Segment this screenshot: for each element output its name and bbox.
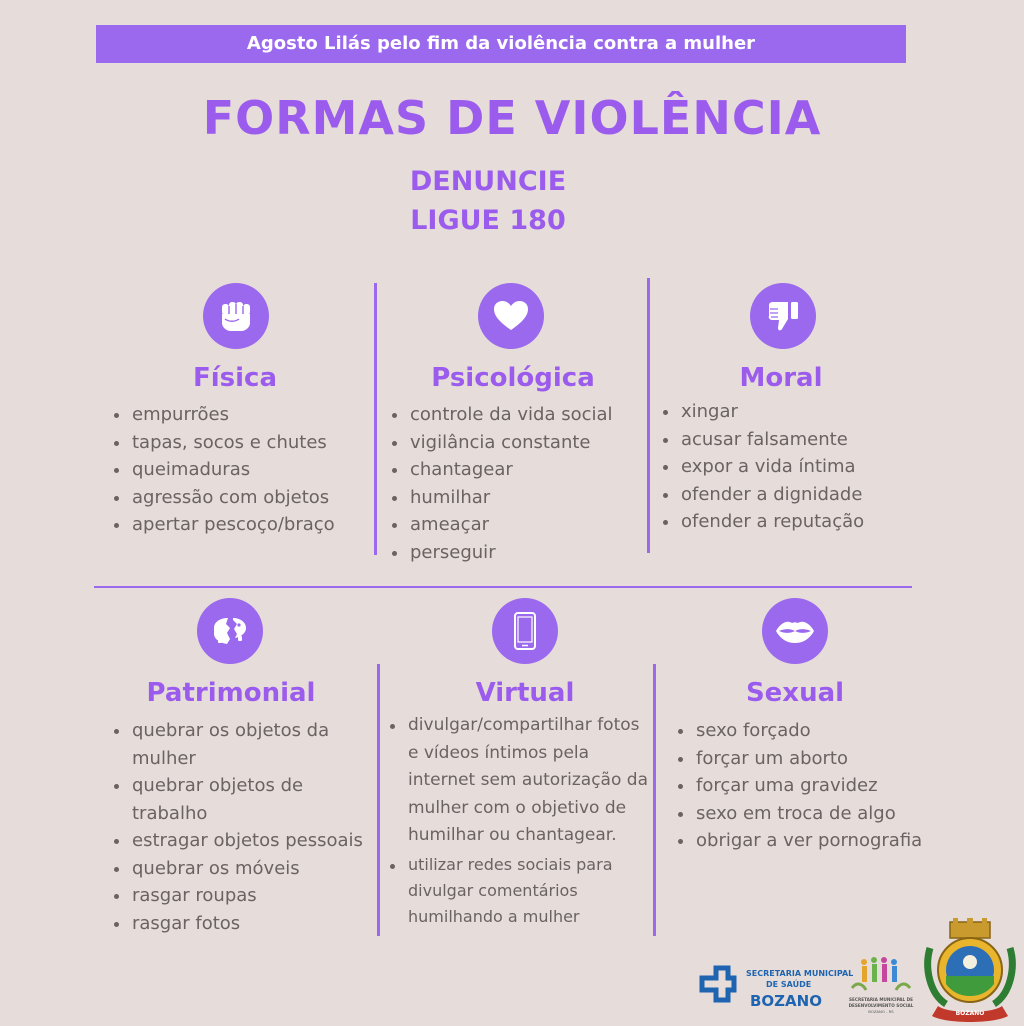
category-title-moral: Moral bbox=[739, 363, 823, 393]
list-fisica bbox=[112, 401, 374, 539]
coat-of-arms bbox=[920, 918, 1020, 1022]
logo-desenvolvimento-social bbox=[846, 954, 916, 1018]
top-banner: Agosto Lilás pelo fim da violência contra a mulher bbox=[96, 25, 906, 63]
cta-denuncie: DENUNCIE bbox=[409, 166, 567, 197]
category-title-patrimonial: Patrimonial bbox=[146, 678, 316, 708]
list-item: sexo em troca de algo bbox=[676, 800, 938, 828]
list-item: rasgar fotos bbox=[112, 910, 374, 938]
list-item: ofender a dignidade bbox=[661, 481, 923, 509]
list-psicologica bbox=[390, 401, 648, 566]
broken-piggy-bank-icon bbox=[197, 598, 263, 664]
list-item: tapas, socos e chutes bbox=[112, 429, 374, 457]
logo-social-line3: BOZANO - RS bbox=[868, 1009, 894, 1014]
logo-social-line2: DESENVOLVIMENTO SOCIAL bbox=[848, 1003, 914, 1008]
list-item: queimaduras bbox=[112, 456, 374, 484]
logo-saude-line2: DE SAÚDE bbox=[766, 980, 812, 989]
list-item: chantagear bbox=[390, 456, 648, 484]
category-title-sexual: Sexual bbox=[745, 678, 845, 708]
logo-saude-line1: SECRETARIA MUNICIPAL bbox=[746, 969, 854, 978]
divider-vertical bbox=[374, 283, 377, 555]
smartphone-icon bbox=[492, 598, 558, 664]
category-title-psicologica: Psicológica bbox=[431, 363, 595, 393]
list-item: ameaçar bbox=[390, 511, 648, 539]
list-item: apertar pescoço/braço bbox=[112, 511, 374, 539]
category-title-fisica: Física bbox=[192, 363, 278, 393]
list-item: quebrar os objetos da mulher bbox=[112, 717, 374, 772]
list-item: expor a vida íntima bbox=[661, 453, 923, 481]
list-sexual bbox=[676, 717, 938, 855]
divider-horizontal bbox=[94, 586, 912, 588]
heart-icon bbox=[478, 283, 544, 349]
lips-icon bbox=[762, 598, 828, 664]
list-item: ofender a reputação bbox=[661, 508, 923, 536]
thumbs-down-icon bbox=[750, 283, 816, 349]
logo-secretaria-saude bbox=[698, 964, 854, 1012]
page-title: FORMAS DE VIOLÊNCIA bbox=[202, 91, 822, 145]
list-patrimonial bbox=[112, 717, 374, 937]
list-item: agressão com objetos bbox=[112, 484, 374, 512]
list-item: divulgar/compartilhar fotos e vídeos íntimos pela internet sem autorização da mulher com o objetivo de humilhar ou chantagear. bbox=[388, 712, 653, 850]
list-moral bbox=[661, 398, 923, 536]
list-item: forçar um aborto bbox=[676, 745, 938, 773]
list-item: obrigar a ver pornografia bbox=[676, 827, 938, 855]
list-item: rasgar roupas bbox=[112, 882, 374, 910]
list-item: xingar bbox=[661, 398, 923, 426]
logo-social-line1: SECRETARIA MUNICIPAL DE bbox=[849, 997, 913, 1002]
list-virtual bbox=[388, 712, 653, 930]
list-item: quebrar os móveis bbox=[112, 855, 374, 883]
list-item: sexo forçado bbox=[676, 717, 938, 745]
list-item: controle da vida social bbox=[390, 401, 648, 429]
list-item: quebrar objetos de trabalho bbox=[112, 772, 374, 827]
cta-ligue-180: LIGUE 180 bbox=[410, 205, 566, 236]
category-title-virtual: Virtual bbox=[475, 678, 575, 708]
list-item: vigilância constante bbox=[390, 429, 648, 457]
fist-icon bbox=[203, 283, 269, 349]
logo-saude-line3: BOZANO bbox=[750, 992, 822, 1010]
list-item: empurrões bbox=[112, 401, 374, 429]
list-item: forçar uma gravidez bbox=[676, 772, 938, 800]
list-item: perseguir bbox=[390, 539, 648, 567]
coat-of-arms-label: BOZANO bbox=[955, 1010, 985, 1017]
list-item: acusar falsamente bbox=[661, 426, 923, 454]
list-item: estragar objetos pessoais bbox=[112, 827, 374, 855]
list-item: humilhar bbox=[390, 484, 648, 512]
list-item: utilizar redes sociais para divulgar comentários humilhando a mulher bbox=[388, 852, 653, 930]
